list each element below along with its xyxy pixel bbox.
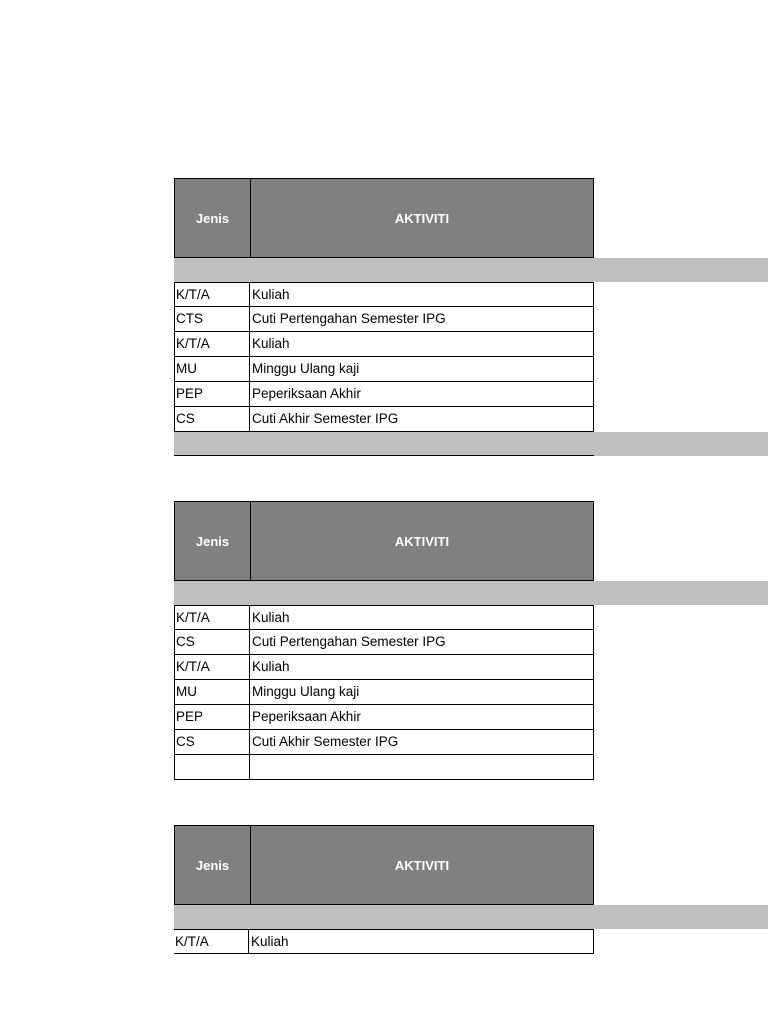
table-row	[174, 332, 594, 357]
cell-activity: Cuti Pertengahan Semester IPG	[252, 311, 446, 326]
schedule-table-1	[174, 178, 768, 456]
table-row	[174, 655, 594, 680]
cell-activity	[251, 755, 594, 779]
cell-activity: Kuliah	[252, 610, 290, 625]
section-band	[174, 905, 768, 929]
cell-activity: Kuliah	[252, 336, 290, 351]
cell-code: CS	[175, 730, 250, 754]
header-jenis: Jenis	[175, 502, 251, 580]
table-row	[174, 755, 594, 780]
section-band	[174, 581, 768, 605]
table-row	[174, 680, 594, 705]
cell-activity: Kuliah	[251, 934, 289, 949]
table-header	[174, 501, 594, 581]
cell-code: K/T/A	[175, 606, 250, 629]
table-row	[174, 605, 594, 630]
table-row	[174, 382, 594, 407]
cell-code: K/T/A	[174, 930, 249, 953]
cell-code: K/T/A	[175, 283, 250, 306]
cell-activity: Cuti Akhir Semester IPG	[252, 734, 399, 749]
cell-code: CS	[175, 630, 250, 654]
section-band	[174, 258, 768, 282]
header-jenis: Jenis	[175, 179, 251, 257]
cell-code: MU	[175, 680, 250, 704]
cell-code: PEP	[175, 382, 250, 406]
table-row	[174, 307, 594, 332]
cell-code	[175, 755, 250, 779]
table-row	[174, 730, 594, 755]
band-extension	[594, 432, 768, 456]
cell-activity: Kuliah	[252, 287, 290, 302]
cell-activity: Peperiksaan Akhir	[252, 386, 361, 401]
cell-activity: Minggu Ulang kaji	[252, 684, 360, 699]
schedule-table-2	[174, 501, 768, 780]
cell-code: PEP	[175, 705, 250, 729]
table-row	[174, 630, 594, 655]
table-header	[174, 825, 594, 905]
table-row	[174, 357, 594, 382]
header-aktiviti: AKTIVITI	[394, 533, 450, 549]
cell-activity: Minggu Ulang kaji	[252, 361, 360, 376]
table-header	[174, 178, 594, 258]
header-aktiviti: AKTIVITI	[394, 210, 450, 226]
table-row	[174, 282, 594, 307]
table-row	[174, 705, 594, 730]
table-row	[174, 407, 594, 432]
cell-code: K/T/A	[175, 655, 250, 679]
header-jenis: Jenis	[175, 826, 251, 904]
cell-activity: Cuti Akhir Semester IPG	[252, 411, 399, 426]
cell-activity: Kuliah	[252, 659, 290, 674]
cell-code: K/T/A	[175, 332, 250, 356]
cell-code: MU	[175, 357, 250, 381]
section-band-bottom	[174, 432, 594, 456]
cell-activity: Cuti Pertengahan Semester IPG	[252, 634, 446, 649]
header-aktiviti: AKTIVITI	[394, 857, 450, 873]
cell-code: CS	[175, 407, 250, 431]
cell-code: CTS	[175, 307, 250, 331]
cell-activity: Peperiksaan Akhir	[252, 709, 361, 724]
table-row	[174, 929, 594, 954]
schedule-table-3	[174, 825, 768, 954]
